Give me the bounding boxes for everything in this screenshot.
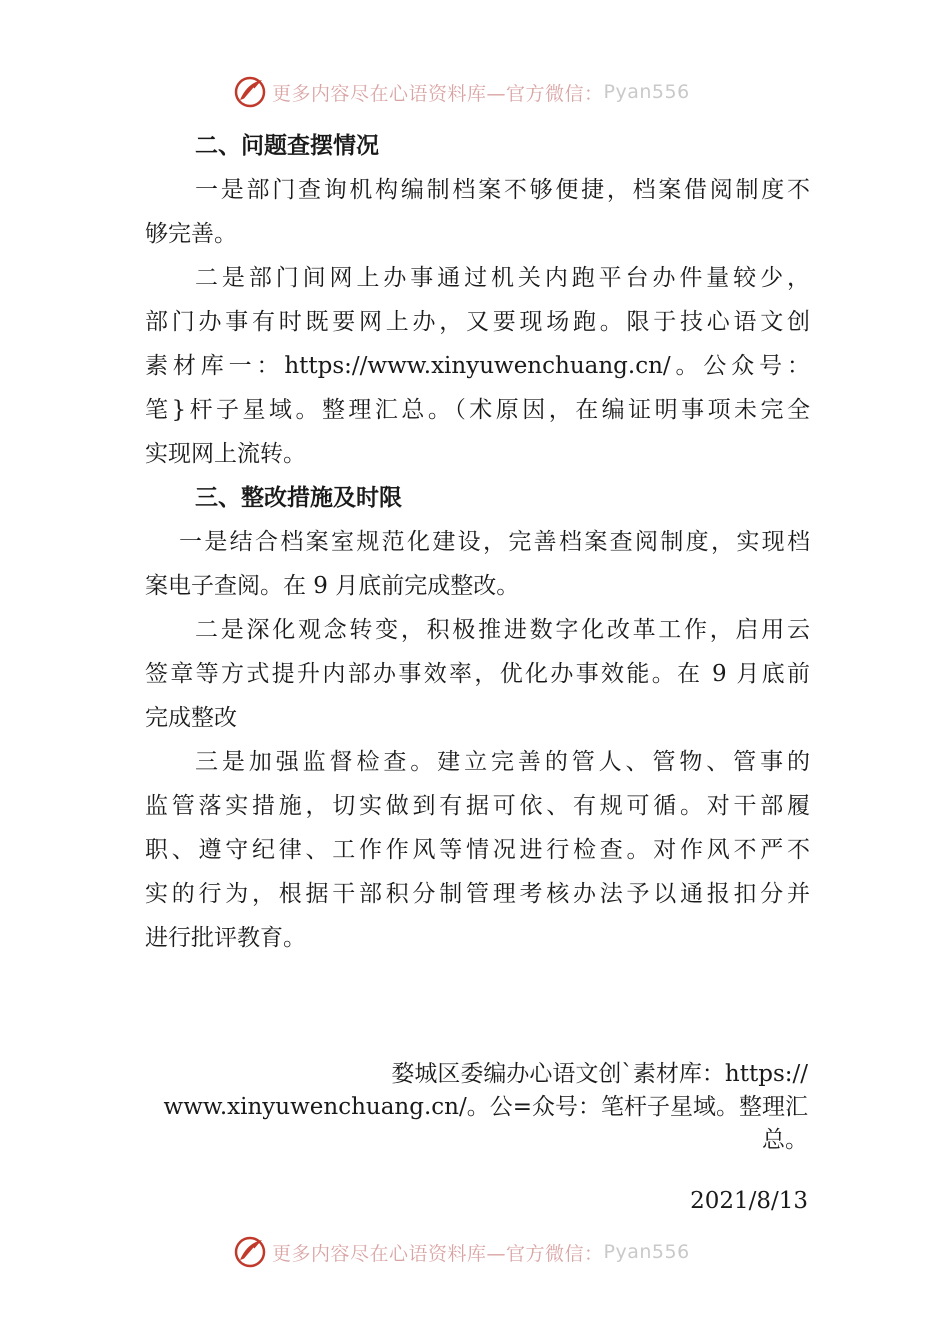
document-date: 2021/8/13 — [690, 1188, 808, 1214]
signature-line: 婺城区委编办心语文创`素材库：https:// — [391, 1061, 808, 1087]
paragraph-problem-2 — [145, 256, 810, 476]
text-line: 实的行为，根据干部积分制管理考核办法予以通报扣分并 — [145, 881, 810, 907]
text-line: 部门办事有时既要网上办，又要现场跑。限于技心语文创 — [145, 309, 810, 335]
text-line: 二是部门间网上办事通过机关内跑平台办件量较少， — [195, 265, 810, 291]
text-line: 监管落实措施，切实做到有据可依、有规可循。对干部履 — [145, 793, 810, 819]
document-body — [145, 124, 810, 960]
text-line: 一是部门查询机构编制档案不够便捷，档案借阅制度不 — [195, 177, 810, 203]
text-line: 素材库一：https://www.xinyuwenchuang.cn/。公众号： — [145, 353, 810, 379]
text-line: 三是加强监督检查。建立完善的管人、管物、管事的 — [195, 749, 810, 775]
signature-line: 总。 — [762, 1127, 808, 1153]
text-line: 二是深化观念转变，积极推进数字化改革工作，启用云 — [195, 617, 810, 643]
section-heading-measures: 三、整改措施及时限 — [195, 485, 402, 511]
text-line: 够完善。 — [145, 221, 237, 247]
watermark-banner-bottom — [232, 1232, 752, 1272]
paragraph-measure-1 — [145, 520, 810, 608]
signature-line: www.xinyuwenchuang.cn/。公=众号：笔杆子星域。整理汇 — [163, 1094, 808, 1120]
watermark-logo-icon — [232, 74, 268, 110]
text-line: 完成整改 — [145, 705, 237, 731]
paragraph-measure-2 — [145, 608, 810, 740]
text-line: 进行批评教育。 — [145, 925, 306, 951]
text-line: 签章等方式提升内部办事效率，优化办事效能。在 9 月底前 — [145, 661, 810, 687]
watermark-id: Pyan556 — [603, 1241, 690, 1263]
text-line: 职、遵守纪律、工作作风等情况进行检查。对作风不严不 — [145, 837, 810, 863]
watermark-banner-top — [232, 72, 752, 112]
text-line: 实现网上流转。 — [145, 441, 306, 467]
watermark-id: Pyan556 — [603, 81, 690, 103]
text-line: 案电子查阅。在 9 月底前完成整改。 — [145, 573, 520, 599]
watermark-logo-icon — [232, 1234, 268, 1270]
watermark-text: 更多内容尽在心语资料库—官方微信： — [272, 82, 604, 105]
signature-block — [140, 1058, 808, 1218]
paragraph-measure-3 — [145, 740, 810, 960]
paragraph-problem-1 — [145, 168, 810, 256]
text-line: 笔}杆子星域。整理汇总。（术原因，在编证明事项未完全 — [145, 397, 810, 423]
text-line: 一是结合档案室规范化建设，完善档案查阅制度，实现档 — [179, 529, 810, 555]
section-heading-problems: 二、问题查摆情况 — [195, 133, 379, 159]
watermark-text: 更多内容尽在心语资料库—官方微信： — [272, 1242, 604, 1265]
